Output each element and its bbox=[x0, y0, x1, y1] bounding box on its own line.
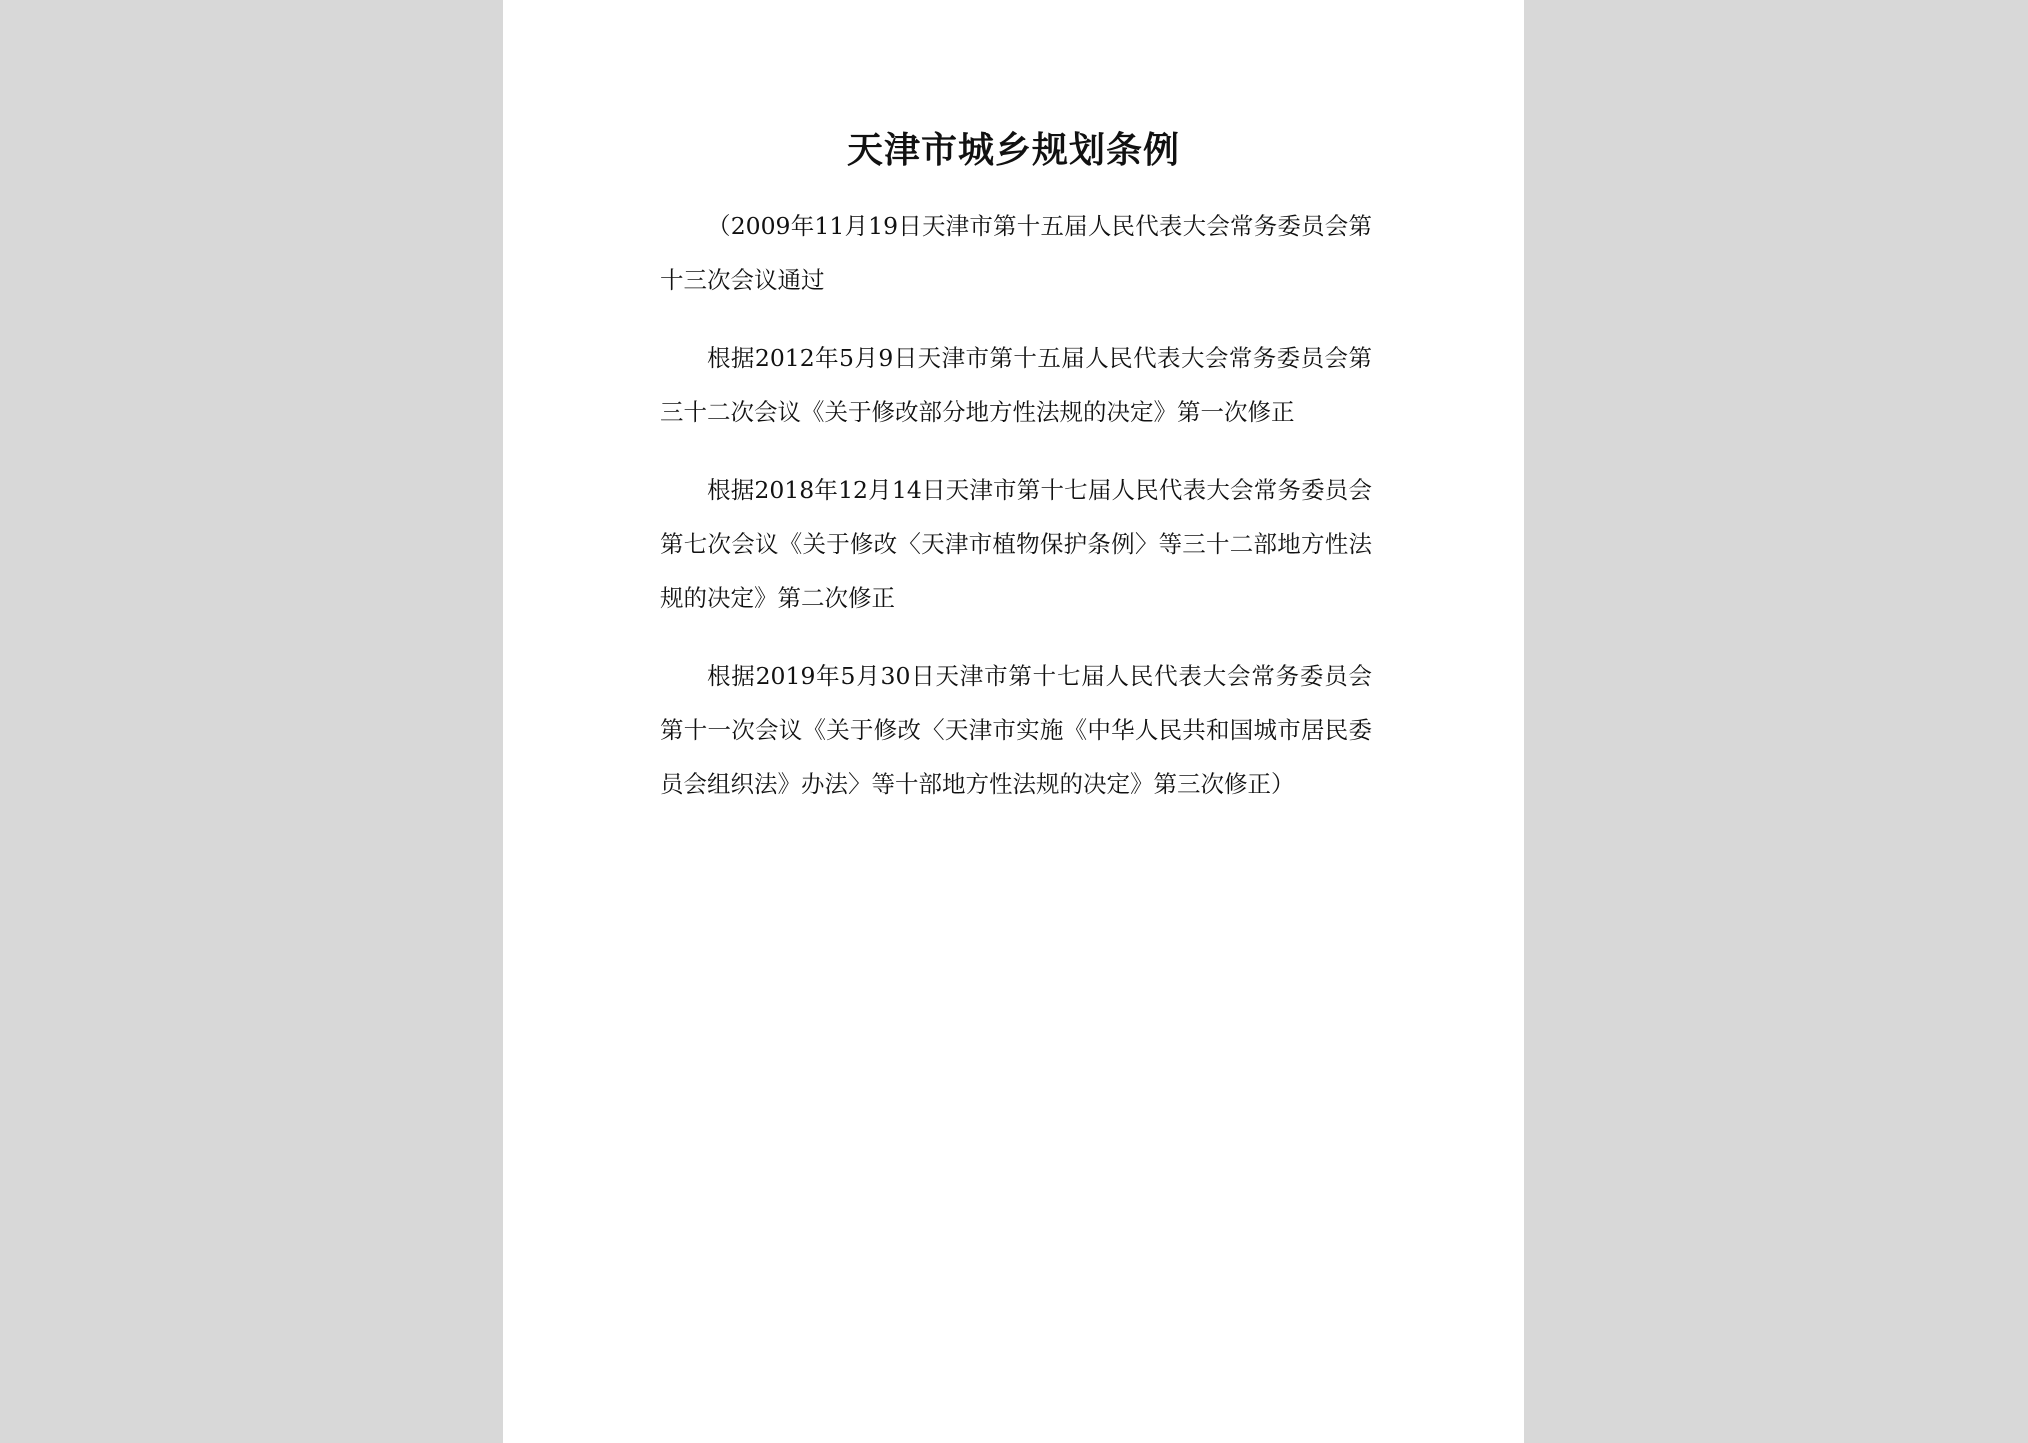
adoption-note: （2009年11月19日天津市第十五届人民代表大会常务委员会第十三次会议通过 bbox=[660, 212, 1372, 294]
second-amendment-note: 根据2018年12月14日天津市第十七届人民代表大会常务委员会第七次会议《关于修改〈天津市植物保护条例〉等三十二部地方性法规的决定》第二次修正 bbox=[660, 476, 1372, 612]
document-title: 天津市城乡规划条例 bbox=[846, 129, 1180, 171]
document-page bbox=[503, 0, 1524, 1443]
third-amendment-note: 根据2019年5月30日天津市第十七届人民代表大会常务委员会第十一次会议《关于修改〈天津市实施《中华人民共和国城市居民委员会组织法》办法〉等十部地方性法规的决定》第三次修正） bbox=[660, 662, 1372, 798]
first-amendment-note: 根据2012年5月9日天津市第十五届人民代表大会常务委员会第三十二次会议《关于修改部分地方性法规的决定》第一次修正 bbox=[660, 344, 1372, 426]
